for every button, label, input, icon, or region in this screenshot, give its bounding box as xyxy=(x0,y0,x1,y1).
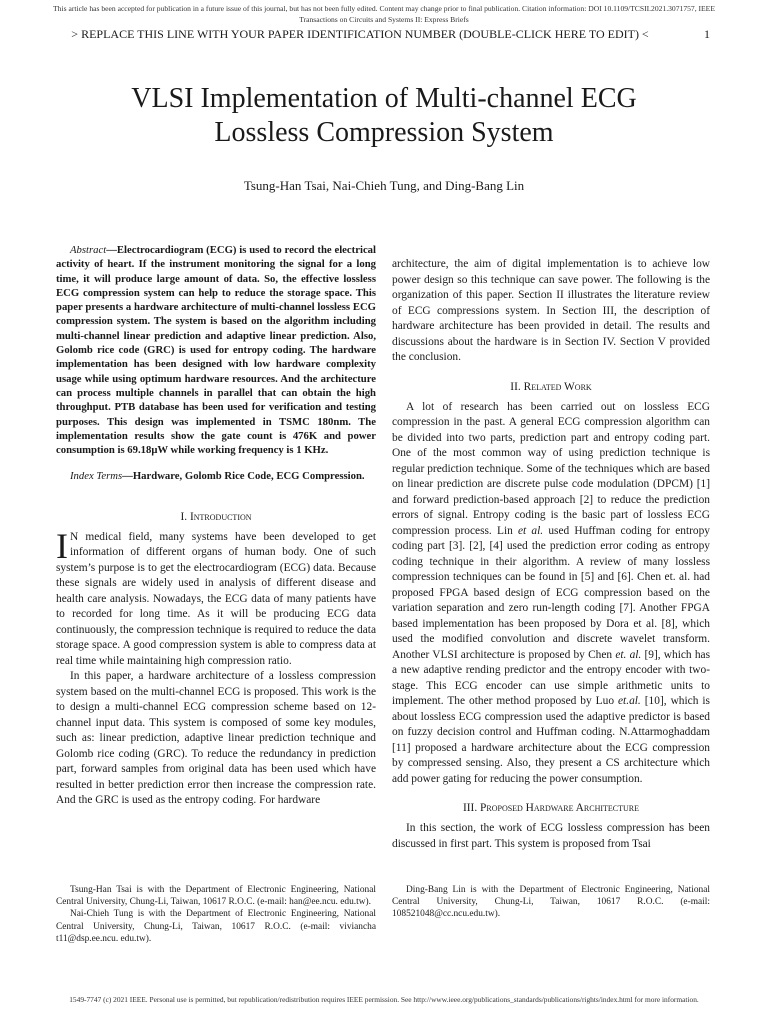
index-terms xyxy=(56,469,376,483)
drop-cap: I xyxy=(56,525,68,566)
footnote-author-1: Tsung-Han Tsai is with the Department of Electronic Engineering, National Central University, Chung-Li, Taiwan, 10617 R.O.C. (e-mail: han@ee.ncu. edu.tw). xyxy=(56,885,376,908)
section-heading-introduction xyxy=(56,510,376,524)
section-number: III. xyxy=(462,802,478,814)
index-terms-dash: — xyxy=(122,470,133,483)
section-title: Related Work xyxy=(523,380,592,393)
title-line-1: VLSI Implementation of Multi-channel ECG xyxy=(131,83,637,114)
intro-paragraph-2: In this paper, a hardware architecture of a lossless compression system based on the multi-channel ECG is proposed. This work is the to design a multi-channel ECG compression scheme based on 12-channel input data. This system is composed of some key modules, such as: linear prediction, adaptive linear prediction technique and Golomb rice coding (GRC). To reduce the redundancy in prediction part, forward samples from original data has been used which have resulted in better prediction error then increase the compression rate. And the GRC is used as the entropy coding. For hardware xyxy=(56,670,376,807)
section-number: II. xyxy=(510,380,521,393)
abstract-text: Electrocardiogram (ECG) is used to record the electrical activity of heart. If the instrument monitoring the signal for a long time, it will produce large amount of data. So, the effective lossless ECG compression system can help to reduce the storage space. This paper presents a hardware architecture of multi-channel lossless ECG compression system. The system is based on the algorithm including multi-channel linear prediction and adaptive linear prediction. Also, Golomb rice code (GRC) is used for entropy coding. The hardware implementation has been designed with low hardware complexity usage while using optimum hardware resources. And the architecture can process multiple channels in parallel that can obtain the high throughput. PTB database has been used for verification and testing purposes. This design was implemented in TSMC 180nm. The implementation results show the gate count is 476K and power consumption is 69.18μW while working frequency is 1 KHz. xyxy=(56,244,376,457)
architecture-paragraph: In this section, the work of ECG lossless compression has been discussed in first part. This system is proposed from Tsai xyxy=(392,822,710,850)
section-title: Proposed Hardware Architecture xyxy=(480,802,640,814)
footnote-author-2: Nai-Chieh Tung is with the Department of Electronic Engineering, National Central University, Chung-Li, Taiwan, 10617 R.O.C. (e-mail: viviancha t11@dsp.ee.ncu. edu.tw). xyxy=(56,909,376,944)
intro-paragraph-1 xyxy=(56,525,376,670)
abstract-dash: — xyxy=(106,244,117,256)
left-column xyxy=(56,243,376,809)
running-head: > REPLACE THIS LINE WITH YOUR PAPER IDENTIFICATION NUMBER (DOUBLE-CLICK HERE TO EDIT) < xyxy=(71,27,649,41)
footnotes-right xyxy=(392,884,710,921)
related-etal-3: et.al. xyxy=(618,695,641,707)
title-line-2: Lossless Compression System xyxy=(214,117,554,148)
abstract xyxy=(56,243,376,457)
abstract-label: Abstract xyxy=(70,244,107,256)
index-terms-text: Hardware, Golomb Rice Code, ECG Compression. xyxy=(132,470,365,483)
intro-continued-paragraph: architecture, the aim of digital implementation is to achieve low power design so this technique can save power. The following is the organization of this paper. Section II illustrates the literature review of ECG compressions system. In Section III, the description of hardware architecture has been provided in detail. The results and discussions about the hardware is in Section IV. Section V provided the conclusion. xyxy=(392,258,710,363)
related-text-2: used Huffman coding for entropy coding part [3]. [2], [4] used the prediction error coding as entropy coding technique in their algorithm. A review of many lossless compression techniques can be found in [5] and [6]. Chen et. al. had proposed FPGA based design of ECG compression based on the variation separation and zero run-length coding [7]. Another FPGA based implementation has been proposed by Dora et al. [8], which used the modified convolution and discrete wavelet transform. Another VLSI architecture is proposed by Chen xyxy=(392,524,711,661)
page-number: 1 xyxy=(704,27,710,41)
footnotes-left xyxy=(56,884,376,945)
index-terms-label: Index Terms xyxy=(70,470,123,483)
publication-notice-line2: Transactions on Circuits and Systems II: Express Briefs xyxy=(299,14,469,24)
footnote-author-3: Ding-Bang Lin is with the Department of Electronic Engineering, National Central University, Chung-Li, Taiwan, 10617 R.O.C. (e-mail: 108521048@cc.ncu.edu.tw). xyxy=(392,885,710,920)
copyright-notice: 1549-7747 (c) 2021 IEEE. Personal use is permitted, but republication/redistribution requires IEEE permission. See http://www.ieee.org/publications_standards/publications/rights/index.html for more information. xyxy=(69,995,699,1004)
author-list: Tsung-Han Tsai, Nai-Chieh Tung, and Ding-Bang Lin xyxy=(243,178,525,193)
section-heading-related-work xyxy=(392,380,710,394)
related-etal-1: et al. xyxy=(518,524,544,537)
intro-paragraph-1-text: N medical field, many systems have been developed to get information of different organs of human body. One of such system’s purpose is to get the electrocardiogram (ECG) data. Because these signals are widely used in analysis of different disease and health care analysis. Nowadays, the ECG data of many patients have to recorded for long time. As it will be producing ECG data continuously, the compression technique is required to reduce the data storage space. A good compression system is able to compress data at real time while maintaining high compression ratio. xyxy=(56,530,376,667)
right-column xyxy=(392,257,710,852)
section-number: I. xyxy=(180,510,188,523)
related-text-1: A lot of research has been carried out on lossless ECG compression in the past. A general ECG compression algorithm can be divided into two parts, prediction part and entropy coding part. One of the most common way of using prediction technique is regular prediction technique. Some of the techniques which are based on linear prediction are discrete pulse code modulation (DPCM) [1] and forward prediction-based approach [2] to reduce the prediction errors of signal. Entropy coding is the basic part of lossless ECG compression process. Lin xyxy=(392,400,710,537)
publication-notice-line1: This article has been accepted for publication in a future issue of this journal, but has not been fully edited. Content may change prior to final publication. Citation information: DOI 10.1109/TCSII.2021.3071757, IEEE xyxy=(53,4,715,13)
section-title: Introduction xyxy=(189,510,252,523)
related-text-3: [9], which has a new adaptive rending predictor and the entropy encoder with two-stage. This ECG encoder can use simple arithmetic units to implement. The other method proposed by Luo xyxy=(392,648,711,707)
related-text-4: [10], which is about lossless ECG compression used the adaptive predictor is based on fuzzy decision control and Huffman coding. N.Attarmoghaddam [11] proposed a hardware architecture about the ECG compression by compressed sensing. Also, they present a CS architecture which add power gating for reducing the power consumption. xyxy=(392,695,710,785)
publication-notice xyxy=(10,4,758,25)
related-work-paragraph xyxy=(392,400,710,788)
section-heading-proposed-architecture xyxy=(392,801,710,815)
related-etal-2: et. al. xyxy=(615,648,642,661)
paper-title xyxy=(40,82,728,150)
